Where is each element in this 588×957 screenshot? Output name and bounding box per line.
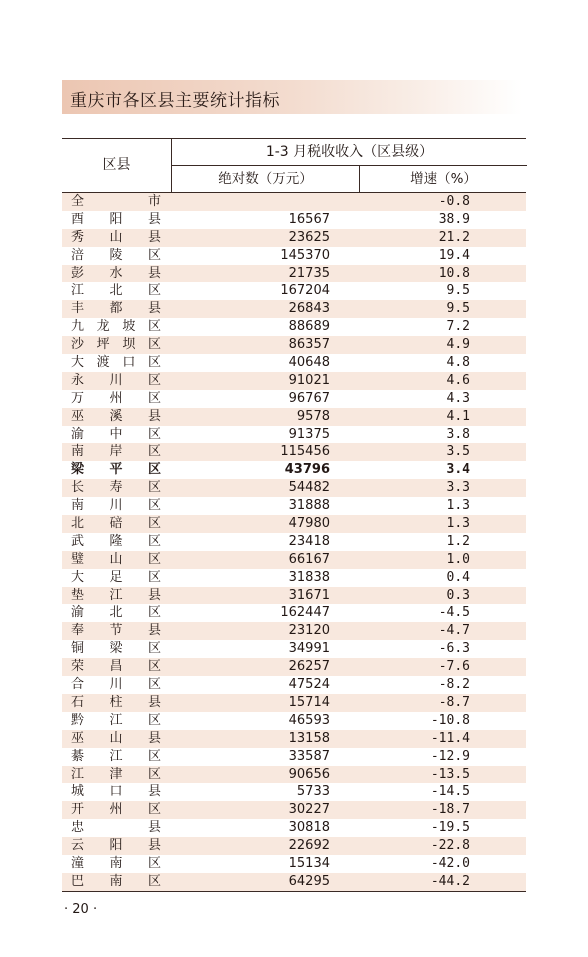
county-name: 酉 阳 县 — [71, 211, 161, 227]
table-row — [62, 193, 526, 211]
table-row — [62, 461, 526, 479]
absolute-value: 66167 — [288, 551, 330, 567]
county-name: 合 川 区 — [71, 677, 161, 693]
county-name: 大 足 区 — [71, 569, 161, 585]
absolute-value: 21735 — [288, 265, 330, 281]
table-row — [62, 515, 526, 533]
county-name: 渝 中 区 — [71, 426, 161, 442]
county-name: 沙 坪 坝 区 — [71, 337, 161, 353]
county-name: 永 川 区 — [71, 372, 161, 388]
absolute-value: 31838 — [288, 569, 330, 585]
table-body — [62, 193, 526, 892]
table-row — [62, 587, 526, 605]
table-row — [62, 658, 526, 676]
growth-value: -6.3 — [438, 641, 470, 657]
county-name: 潼 南 区 — [71, 855, 161, 871]
absolute-value: 90656 — [288, 766, 330, 782]
county-name: 南 岸 区 — [71, 444, 161, 460]
growth-value: -10.8 — [430, 712, 470, 728]
growth-value: -19.5 — [430, 820, 470, 836]
absolute-value: 91021 — [288, 372, 330, 388]
absolute-value: 15714 — [288, 694, 330, 710]
table-row — [62, 247, 526, 265]
absolute-value: 31888 — [288, 498, 330, 514]
growth-value: 21.2 — [438, 229, 470, 245]
table-row — [62, 318, 526, 336]
table-row — [62, 497, 526, 515]
county-name: 巫 溪 县 — [71, 408, 161, 424]
growth-value: 3.4 — [446, 462, 470, 478]
absolute-value: 15134 — [288, 855, 330, 871]
county-name: 彭 水 县 — [71, 265, 161, 281]
table-row — [62, 390, 526, 408]
absolute-value: 34991 — [288, 641, 330, 657]
absolute-value: 31671 — [288, 587, 330, 603]
county-name: 万 州 区 — [71, 390, 161, 406]
growth-value: -11.4 — [430, 730, 470, 746]
table-row — [62, 229, 526, 247]
table-row — [62, 282, 526, 300]
table-row — [62, 640, 526, 658]
growth-value: 1.0 — [446, 551, 470, 567]
growth-value: -0.8 — [438, 194, 470, 209]
table-row — [62, 551, 526, 569]
absolute-value: 26843 — [288, 301, 330, 317]
county-name: 荣 昌 区 — [71, 659, 161, 675]
absolute-value: 30818 — [288, 820, 330, 836]
absolute-value: 54482 — [288, 480, 330, 496]
growth-value: 9.5 — [446, 283, 470, 299]
absolute-value: 47980 — [288, 516, 330, 532]
table-row — [62, 443, 526, 461]
growth-value: 10.8 — [438, 265, 470, 281]
growth-value: 3.8 — [446, 426, 470, 442]
county-name: 忠 县 — [71, 820, 161, 836]
table-row — [62, 265, 526, 283]
growth-value: 4.6 — [446, 372, 470, 388]
absolute-value: 33587 — [288, 748, 330, 764]
table-header — [62, 138, 526, 193]
county-name: 北 碚 区 — [71, 516, 161, 532]
growth-value: -13.5 — [430, 766, 470, 782]
table-row — [62, 855, 526, 873]
absolute-value: 167204 — [280, 283, 330, 299]
county-name: 梁 平 区 — [71, 462, 161, 478]
header-growth: 增速（%） — [410, 171, 477, 187]
growth-value: 0.4 — [446, 569, 470, 585]
absolute-value: 46593 — [288, 712, 330, 728]
county-name: 铜 梁 区 — [71, 641, 161, 657]
absolute-value: 64295 — [288, 873, 330, 889]
absolute-value: 91375 — [288, 426, 330, 442]
growth-value: -14.5 — [430, 784, 470, 800]
table-row — [62, 569, 526, 587]
table-row — [62, 712, 526, 730]
header-group-label: 1-3 月税收收入（区县级） — [172, 139, 527, 166]
county-name: 渝 北 区 — [71, 605, 161, 621]
table-row — [62, 819, 526, 837]
table-row — [62, 479, 526, 497]
absolute-value: 13158 — [288, 730, 330, 746]
growth-value: -7.6 — [438, 659, 470, 675]
absolute-value: 5733 — [296, 784, 330, 800]
growth-value: 4.1 — [446, 408, 470, 424]
growth-value: 3.3 — [446, 480, 470, 496]
growth-value: 7.2 — [446, 319, 470, 335]
county-name: 璧 山 区 — [71, 551, 161, 567]
table-row — [62, 336, 526, 354]
county-name: 开 州 区 — [71, 802, 161, 818]
header-county: 区县 — [102, 157, 131, 173]
county-name: 云 阳 县 — [71, 838, 161, 854]
absolute-value: 40648 — [288, 355, 330, 371]
growth-value: 3.5 — [446, 444, 470, 460]
absolute-value: 26257 — [288, 659, 330, 675]
county-name: 奉 节 县 — [71, 623, 161, 639]
table-row — [62, 873, 526, 891]
growth-value: -4.5 — [438, 605, 470, 621]
county-name: 石 柱 县 — [71, 694, 161, 710]
growth-value: -22.8 — [430, 838, 470, 854]
header-tax-group — [171, 139, 527, 192]
table-row — [62, 354, 526, 372]
table-row — [62, 783, 526, 801]
table-row — [62, 426, 526, 444]
growth-value: 0.3 — [446, 587, 470, 603]
county-name: 城 口 县 — [71, 784, 161, 800]
table-row — [62, 408, 526, 426]
absolute-value: 23120 — [288, 623, 330, 639]
page-number: · 20 · — [64, 902, 98, 917]
county-name: 黔 江 区 — [71, 712, 161, 728]
table-row — [62, 694, 526, 712]
table-row — [62, 801, 526, 819]
table-row — [62, 676, 526, 694]
absolute-value: 47524 — [288, 677, 330, 693]
growth-value: 1.3 — [446, 516, 470, 532]
table-row — [62, 300, 526, 318]
growth-value: 4.3 — [446, 390, 470, 406]
growth-value: -18.7 — [430, 802, 470, 818]
table-row — [62, 748, 526, 766]
absolute-value: 162447 — [280, 605, 330, 621]
county-name: 綦 江 区 — [71, 748, 161, 764]
growth-value: -8.2 — [438, 677, 470, 693]
growth-value: 9.5 — [446, 301, 470, 317]
growth-value: -42.0 — [430, 855, 470, 871]
growth-value: -44.2 — [430, 873, 470, 889]
growth-value: 38.9 — [438, 211, 470, 227]
county-name: 南 川 区 — [71, 498, 161, 514]
absolute-value: 88689 — [288, 319, 330, 335]
absolute-value: 145370 — [280, 247, 330, 263]
absolute-value: 115456 — [280, 444, 330, 460]
title-banner — [62, 80, 522, 114]
growth-value: 4.9 — [446, 337, 470, 353]
county-name: 巴 南 区 — [71, 873, 161, 889]
header-absolute: 绝对数（万元） — [172, 166, 360, 192]
absolute-value: 96767 — [288, 390, 330, 406]
growth-value: 4.8 — [446, 355, 470, 371]
absolute-value: 16567 — [288, 211, 330, 227]
county-name: 秀 山 县 — [71, 229, 161, 245]
table-row — [62, 533, 526, 551]
county-name: 垫 江 县 — [71, 587, 161, 603]
county-name: 武 隆 区 — [71, 533, 161, 549]
county-name: 巫 山 县 — [71, 730, 161, 746]
county-name: 江 北 区 — [71, 283, 161, 299]
absolute-value: 23418 — [288, 533, 330, 549]
county-name: 涪 陵 区 — [71, 247, 161, 263]
absolute-value: 9578 — [296, 408, 330, 424]
county-name: 大 渡 口 区 — [71, 355, 161, 371]
county-name: 丰 都 县 — [71, 301, 161, 317]
table-row — [62, 211, 526, 229]
table-row — [62, 604, 526, 622]
absolute-value: 23625 — [288, 229, 330, 245]
table-row — [62, 622, 526, 640]
growth-value: 19.4 — [438, 247, 470, 263]
page-title: 重庆市各区县主要统计指标 — [70, 91, 280, 111]
growth-value: 1.3 — [446, 498, 470, 514]
table-row — [62, 766, 526, 784]
growth-value: -12.9 — [430, 748, 470, 764]
stats-table — [62, 138, 526, 892]
table-row — [62, 837, 526, 855]
county-name: 全 市 — [71, 194, 161, 209]
county-name: 长 寿 区 — [71, 480, 161, 496]
county-name: 九 龙 坡 区 — [71, 319, 161, 335]
absolute-value: 22692 — [288, 838, 330, 854]
growth-value: 1.2 — [446, 533, 470, 549]
county-name: 江 津 区 — [71, 766, 161, 782]
growth-value: -4.7 — [438, 623, 470, 639]
absolute-value: 43796 — [284, 462, 330, 478]
header-subcolumns — [172, 166, 527, 192]
absolute-value: 86357 — [288, 337, 330, 353]
table-row — [62, 730, 526, 748]
absolute-value: 30227 — [288, 802, 330, 818]
growth-value: -8.7 — [438, 694, 470, 710]
table-row — [62, 372, 526, 390]
